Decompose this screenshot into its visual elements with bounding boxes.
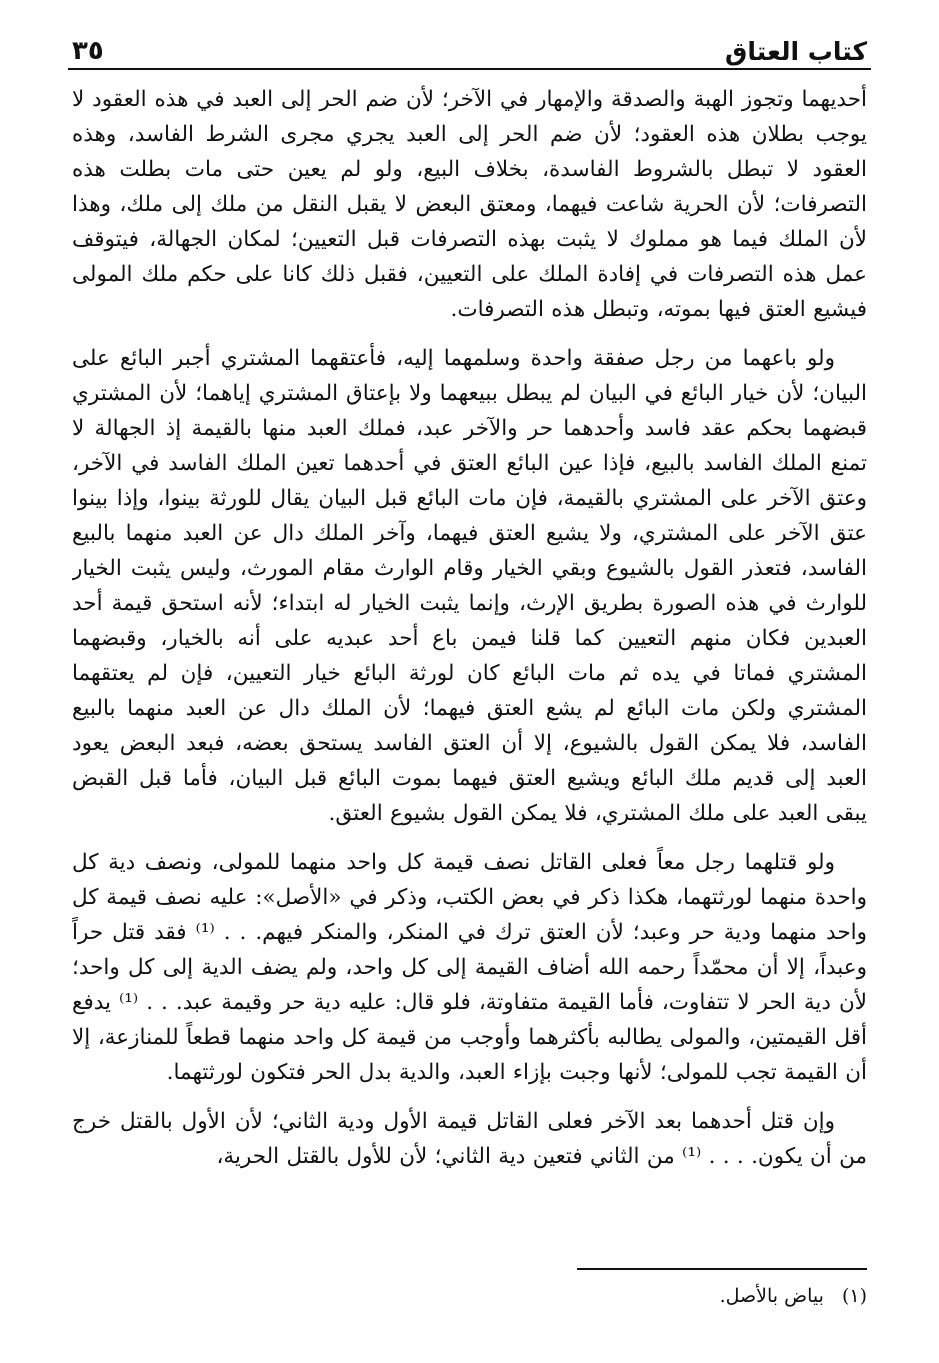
body-text: [72, 82, 867, 1262]
footnote-mark: (١): [841, 1285, 867, 1307]
footnote: [72, 1282, 867, 1310]
header-divider: [68, 68, 871, 70]
header-title: كتاب العتاق: [725, 37, 867, 66]
running-header: [72, 24, 867, 64]
page-number: ٣٥: [72, 36, 104, 66]
paragraph: ولو باعهما من رجل صفقة واحدة وسلمهما إليه، فأعتقهما المشتري أجبر البائع على البيان؛ لأن خيار البائع في البيان لم يبطل ببيعهما ولا بإعتاق المشتري إياهما؛ لأن المشتري قبضهما بحكم عقد فاسد وأحدهما حر والآخر عبد، فملك العبد منها بالقيمة إذ الجهالة لا تمنع الملك الفاسد بالبيع، فإذا عين البائع العتق في أحدهما تعين الملك الفاسد في الآخر، وعتق الآخر على المشتري بالقيمة، فإن مات البائع قبل البيان يقال للورثة بينوا، وإذا بينوا عتق الآخر على المشتري، ولا يشيع العتق فيهما، وآخر الملك دال عن العبد منهما بالبيع الفاسد، فتعذر القول بالشيوع وبقي الخيار وقام الوارث مقام المورث، وليس يثبت الخيار للوارث في هذه الصورة بطريق الإرث، وإنما يثبت الخيار له ابتداء؛ لأنه استحق قيمة أحد العبدين فكان منهم التعيين كما قلنا فيمن باع أحد عبديه على أنه بالخيار، وقبضهما المشتري فماتا في يده ثم مات البائع كان لورثة البائع خيار التعيين، فإن لم يعتقهما المشتري ولكن مات البائع لم يشع العتق فيهما؛ لأن الملك دال عن العبد منهما بالبيع الفاسد، فلا يمكن القول بالشيوع، إلا أن العتق الفاسد يستحق بعضه، فبعد البعض يعود العبد إلى قديم ملك البائع ويشيع العتق فيهما بموت البائع قبل البيان، فأما قبل القبض يبقى العبد على ملك المشتري، فلا يمكن القول بشيوع العتق.: [72, 346, 867, 826]
paragraph: وإن قتل أحدهما بعد الآخر فعلى القاتل قيمة الأول ودية الثاني؛ لأن الأول بالقتل خرج من أن يكون. . . . ⁽¹⁾ من الثاني فتعين دية الثاني؛ لأن للأول بالقتل الحرية،: [72, 1109, 867, 1169]
paragraph: ولو قتلهما رجل معاً فعلى القاتل نصف قيمة كل واحد منهما للمولى، ونصف دية كل واحدة منهما لورثتهما، هكذا ذكر في بعض الكتب، وذكر في «الأصل»: عليه نصف قيمة كل واحد منهما ودية حر وعبد؛ لأن العتق ترك في المنكر، والمنكر فيهم. . . ⁽¹⁾ فقد قتل حراً وعبداً، إلا أن محمّداً رحمه الله أضاف القيمة إلى كل واحد، ولم يضف الدية إلى كل واحد؛ لأن دية الحر لا تتفاوت، فأما القيمة متفاوتة، فلو قال: عليه دية حر وقيمة عبد. . . ⁽¹⁾ يدفع أقل القيمتين، والمولى يطالبه بأكثرهما وأوجب من قيمة كل واحد منهما قطعاً للمنازعة، إلا أن القيمة تجب للمولى؛ لأنها وجبت بإزاء العبد، والدية بدل الحر فتكون لورثتهما.: [72, 850, 867, 1085]
footnote-divider: [577, 1268, 867, 1270]
paragraph: أحديهما وتجوز الهبة والصدقة والإمهار في الآخر؛ لأن ضم الحر إلى العبد في هذه العقود لا يوجب بطلان هذه العقود؛ لأن ضم الحر إلى العبد يجري مجرى الشرط الفاسد، وهذه العقود لا تبطل بالشروط الفاسدة، بخلاف البيع، ولو لم يعين حتى مات بطلت هذه التصرفات؛ لأن الحرية شاعت فيهما، ومعتق البعض لا يقبل النقل من ملك إلى ملك، وهذا لأن الملك فيما هو مملوك لا يثبت بهذه التصرفات قبل التعيين؛ لمكان الجهالة، فيتوقف عمل هذه التصرفات في إفادة الملك على التعيين، فقبل ذلك كانا على حكم ملك المولى فيشيع العتق فيها بموته، وتبطل هذه التصرفات.: [72, 87, 867, 322]
footnote-text: بياض بالأصل.: [719, 1285, 824, 1307]
